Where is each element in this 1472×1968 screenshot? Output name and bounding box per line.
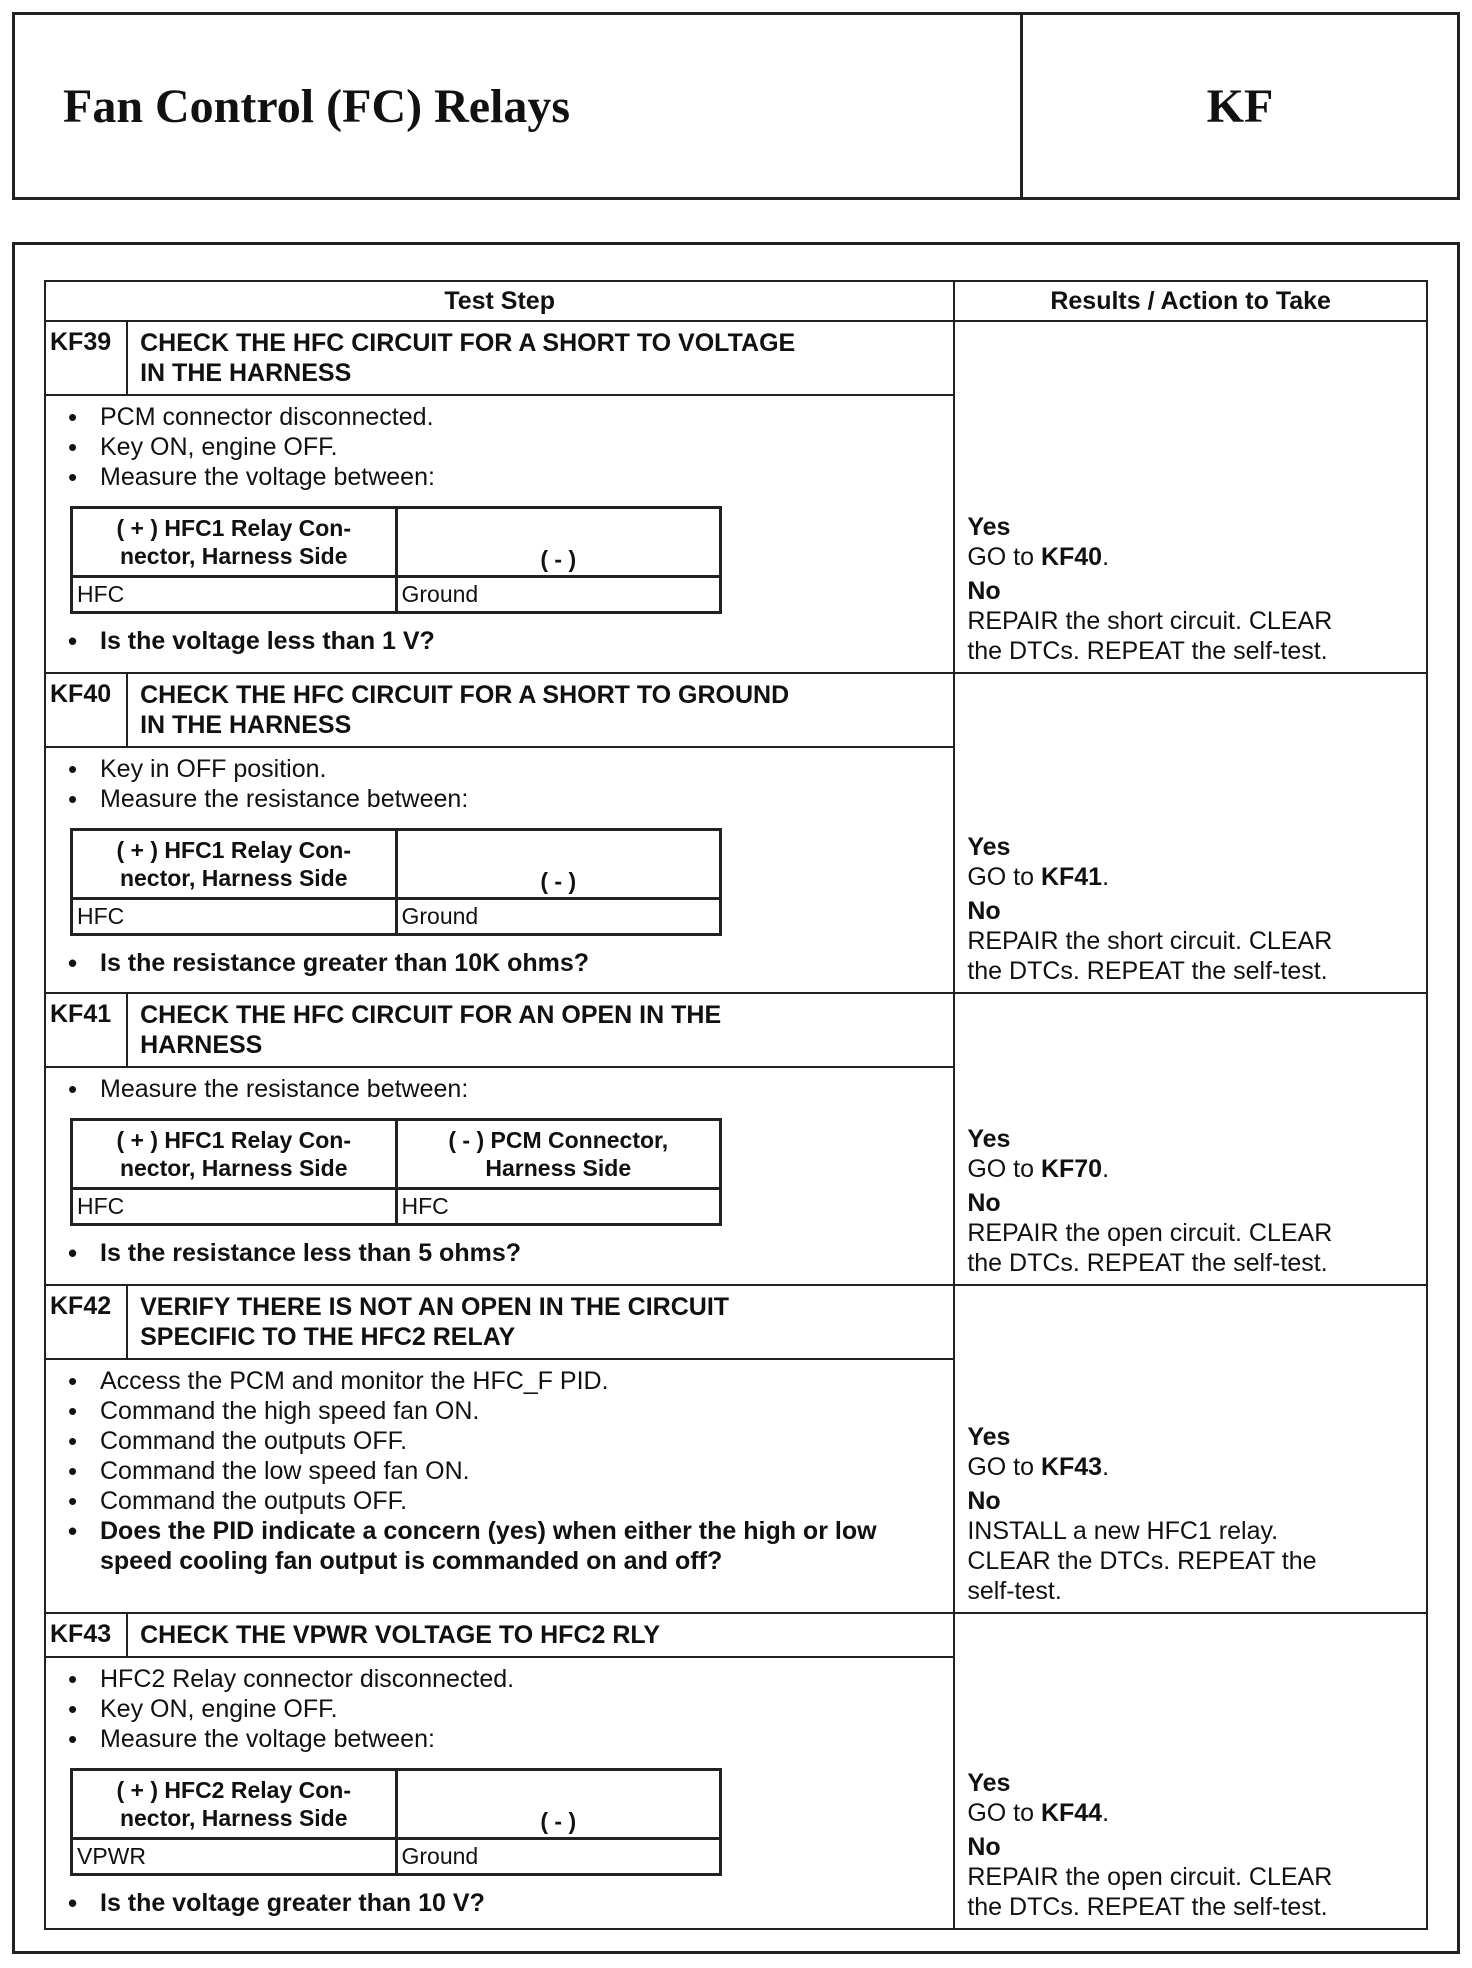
meas-header-positive: [72, 830, 397, 899]
yes-label: Yes: [967, 1769, 1011, 1797]
step-title-row: [45, 321, 1427, 395]
step-question: [56, 1888, 943, 1918]
no-label: No: [967, 1833, 1001, 1861]
step-title-line: CHECK THE HFC CIRCUIT FOR A SHORT TO VOLTAGE: [140, 329, 796, 357]
step-title-line: CHECK THE HFC CIRCUIT FOR AN OPEN IN THE: [140, 1001, 722, 1029]
step-bullets: [56, 1074, 943, 1104]
step-title-row: [45, 993, 1427, 1067]
no-action-line: CLEAR the DTCs. REPEAT the: [967, 1547, 1317, 1575]
question-text: • Does the PID indicate a concern (yes) when either the high or low speed cooling fan output is commanded on and off?: [56, 1516, 943, 1576]
step-bullet: • Access the PCM and monitor the HFC_F PID.: [56, 1366, 943, 1396]
meas-header-positive: [72, 508, 397, 577]
no-action-line: REPAIR the open circuit. CLEAR: [967, 1863, 1333, 1891]
step-title: [127, 673, 954, 747]
meas-header-positive: [72, 1770, 397, 1839]
step-body: [45, 395, 954, 673]
yes-action: [967, 1452, 1416, 1482]
step-body: [45, 747, 954, 993]
meas-cell: Ground: [396, 577, 721, 613]
step-title-row: [45, 1613, 1427, 1657]
meas-header-line: nector, Harness Side: [119, 543, 348, 569]
step-result: [954, 1285, 1427, 1613]
step-title-line: IN THE HARNESS: [140, 359, 352, 387]
step-code: KF39: [45, 321, 127, 395]
yes-target: KF40: [1040, 543, 1103, 571]
step-title-line: SPECIFIC TO THE HFC2 RELAY: [140, 1323, 516, 1351]
yes-action: [967, 862, 1416, 892]
step-body: [45, 1359, 954, 1613]
step-bullets: [56, 754, 943, 814]
meas-cell: HFC: [72, 577, 397, 613]
step-result: [954, 993, 1427, 1285]
results-header: Results / Action to Take: [954, 281, 1427, 321]
yes-go-text: GO to: [967, 1453, 1041, 1481]
yes-target: KF44: [1040, 1799, 1103, 1827]
step-title: [127, 1613, 954, 1657]
step-title: [127, 321, 954, 395]
no-label: No: [967, 577, 1001, 605]
no-label: No: [967, 897, 1001, 925]
meas-header-line: ( + ) HFC1 Relay Con-: [116, 837, 351, 863]
step-question: [56, 1238, 943, 1268]
yes-end: .: [1102, 543, 1110, 571]
yes-go-text: GO to: [967, 543, 1041, 571]
step-title: [127, 1285, 954, 1359]
meas-header-negative: [396, 830, 721, 899]
test-step-table: [44, 280, 1428, 1930]
no-label: No: [967, 1487, 1001, 1515]
meas-header-line: nector, Harness Side: [119, 1805, 348, 1831]
page-title: Fan Control (FC) Relays: [15, 15, 1023, 197]
step-code: KF41: [45, 993, 127, 1067]
yes-label: Yes: [967, 1423, 1011, 1451]
no-label: No: [967, 1189, 1001, 1217]
question-text: • Is the voltage greater than 10 V?: [56, 1888, 943, 1918]
step-result: [954, 673, 1427, 993]
step-bullet: • Measure the resistance between:: [56, 1074, 943, 1104]
meas-header-line: ( + ) HFC1 Relay Con-: [116, 515, 351, 541]
step-bullet: • Measure the resistance between:: [56, 784, 943, 814]
step-bullet: • HFC2 Relay connector disconnected.: [56, 1664, 943, 1694]
meas-cell: HFC: [396, 1189, 721, 1225]
step-bullet: • Measure the voltage between:: [56, 462, 943, 492]
measurement-table: [70, 1768, 722, 1876]
yes-end: .: [1102, 863, 1110, 891]
step-bullet: • Key ON, engine OFF.: [56, 1694, 943, 1724]
step-bullet: • Command the outputs OFF.: [56, 1486, 943, 1516]
step-body: [45, 1657, 954, 1929]
yes-action: [967, 1154, 1416, 1184]
measurement-table: [70, 506, 722, 614]
no-action-line: REPAIR the open circuit. CLEAR: [967, 1219, 1333, 1247]
meas-header-line: ( + ) HFC2 Relay Con-: [116, 1777, 351, 1803]
meas-cell: HFC: [72, 1189, 397, 1225]
meas-header-negative: [396, 508, 721, 577]
no-action-line: the DTCs. REPEAT the self-test.: [967, 957, 1328, 985]
step-title-row: [45, 673, 1427, 747]
yes-go-text: GO to: [967, 1155, 1041, 1183]
step-title-line: HARNESS: [140, 1031, 263, 1059]
yes-go-text: GO to: [967, 1799, 1041, 1827]
meas-header-line: ( - ): [540, 1808, 577, 1834]
no-action-line: INSTALL a new HFC1 relay.: [967, 1517, 1279, 1545]
test-step-header: Test Step: [45, 281, 954, 321]
meas-header-line: Harness Side: [485, 1155, 632, 1181]
meas-cell: VPWR: [72, 1839, 397, 1875]
step-body: [45, 1067, 954, 1285]
yes-go-text: GO to: [967, 863, 1041, 891]
step-bullet: • Measure the voltage between:: [56, 1724, 943, 1754]
question-text: • Is the resistance greater than 10K ohms?: [56, 948, 943, 978]
yes-action: [967, 1798, 1416, 1828]
step-bullets: [56, 402, 943, 492]
step-title-row: [45, 1285, 1427, 1359]
yes-action: [967, 542, 1416, 572]
step-bullets: [56, 1664, 943, 1754]
meas-header-line: ( - ) PCM Connector,: [448, 1127, 669, 1153]
step-code: KF40: [45, 673, 127, 747]
step-title-line: CHECK THE VPWR VOLTAGE TO HFC2 RLY: [140, 1621, 661, 1649]
yes-label: Yes: [967, 1125, 1011, 1153]
step-bullet: • PCM connector disconnected.: [56, 402, 943, 432]
yes-label: Yes: [967, 833, 1011, 861]
meas-header-line: nector, Harness Side: [119, 865, 348, 891]
meas-cell: Ground: [396, 1839, 721, 1875]
step-title-line: CHECK THE HFC CIRCUIT FOR A SHORT TO GROUND: [140, 681, 790, 709]
step-bullet: • Command the high speed fan ON.: [56, 1396, 943, 1426]
meas-cell: HFC: [72, 899, 397, 935]
yes-target: KF70: [1040, 1155, 1103, 1183]
step-bullet: • Command the outputs OFF.: [56, 1426, 943, 1456]
meas-header-line: ( + ) HFC1 Relay Con-: [116, 1127, 351, 1153]
question-text: • Is the resistance less than 5 ohms?: [56, 1238, 943, 1268]
yes-target: KF43: [1040, 1453, 1103, 1481]
meas-header-line: nector, Harness Side: [119, 1155, 348, 1181]
step-title-line: IN THE HARNESS: [140, 711, 352, 739]
no-action-line: REPAIR the short circuit. CLEAR: [967, 927, 1333, 955]
step-bullet: • Key ON, engine OFF.: [56, 432, 943, 462]
no-action-line: self-test.: [967, 1577, 1062, 1605]
yes-end: .: [1102, 1155, 1110, 1183]
meas-header-line: ( - ): [540, 546, 577, 572]
step-question: [56, 948, 943, 978]
yes-end: .: [1102, 1799, 1110, 1827]
step-result: [954, 321, 1427, 673]
yes-label: Yes: [967, 513, 1011, 541]
meas-header-line: ( - ): [540, 868, 577, 894]
step-bullet: • Command the low speed fan ON.: [56, 1456, 943, 1486]
no-action-line: the DTCs. REPEAT the self-test.: [967, 1893, 1328, 1921]
yes-target: KF41: [1040, 863, 1103, 891]
measurement-table: [70, 1118, 722, 1226]
step-title-line: VERIFY THERE IS NOT AN OPEN IN THE CIRCUIT: [140, 1293, 730, 1321]
step-question: [56, 626, 943, 656]
no-action-line: REPAIR the short circuit. CLEAR: [967, 607, 1333, 635]
question-text: • Is the voltage less than 1 V?: [56, 626, 943, 656]
step-title: [127, 993, 954, 1067]
step-bullets: [56, 1366, 943, 1576]
measurement-table: [70, 828, 722, 936]
section-code: KF: [1206, 79, 1274, 133]
no-action-line: the DTCs. REPEAT the self-test.: [967, 1249, 1328, 1277]
step-code: KF43: [45, 1613, 127, 1657]
meas-cell: Ground: [396, 899, 721, 935]
step-code: KF42: [45, 1285, 127, 1359]
step-result: [954, 1613, 1427, 1929]
table-header-row: [45, 281, 1427, 321]
meas-header-negative: [396, 1770, 721, 1839]
no-action-line: the DTCs. REPEAT the self-test.: [967, 637, 1328, 665]
meas-header-positive: [72, 1120, 397, 1189]
meas-header-negative: [396, 1120, 721, 1189]
page-header: [12, 12, 1460, 200]
step-bullet: • Key in OFF position.: [56, 754, 943, 784]
yes-end: .: [1102, 1453, 1110, 1481]
